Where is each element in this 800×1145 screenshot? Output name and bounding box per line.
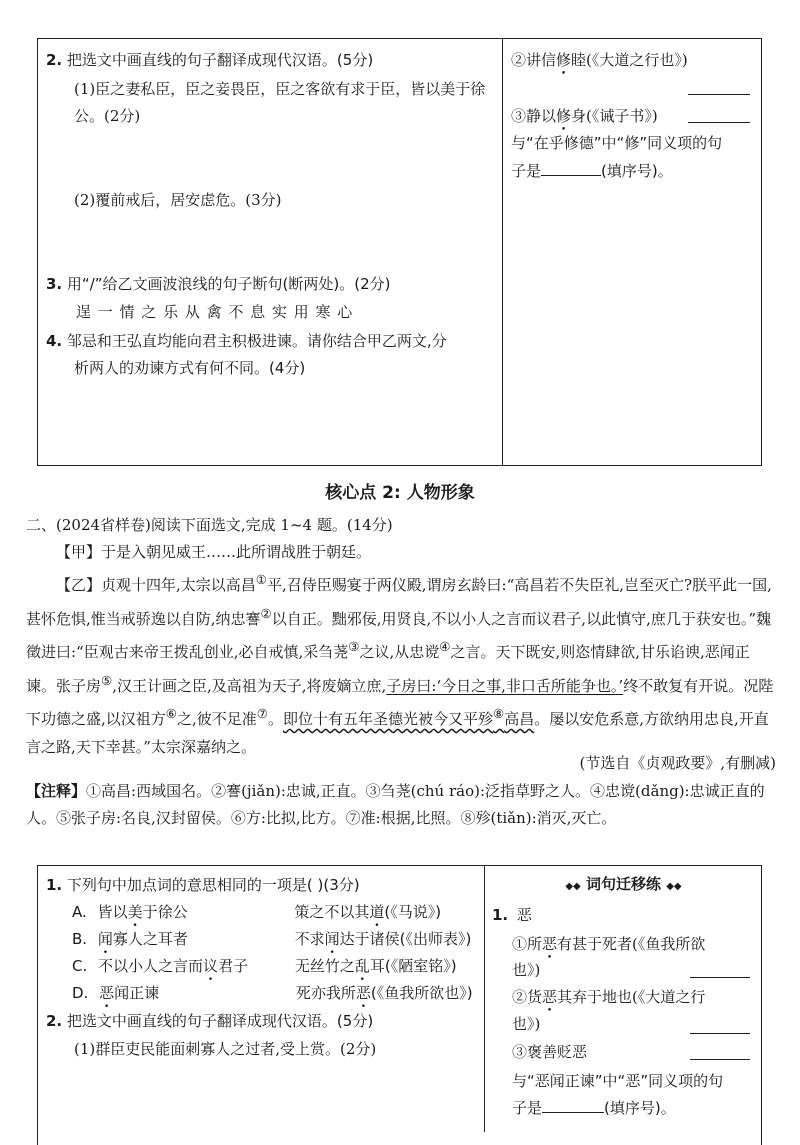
passage-source: (节选自《贞观政要》,有删减)	[579, 754, 776, 772]
option-b[interactable]: B. 闻寡人之耳者 不求闻达于诸侯(《出师表》)	[72, 930, 472, 948]
top-answer-blank[interactable]	[541, 161, 601, 176]
side-practice-title: ◆◆ 词句迁移练 ◆◆	[565, 875, 682, 893]
top-question-box	[37, 38, 762, 466]
top-side-item2: ②讲信修睦(《大道之行也》)	[511, 51, 688, 69]
bottom-q2: 2. 把选文中画直线的句子翻译成现代汉语。(5分)	[46, 1012, 374, 1030]
diamond-left-icon: ◆◆	[565, 881, 581, 892]
wavy-sentence: 即位十有五年圣德光被今又平殄⑧高昌	[283, 706, 535, 728]
side-item1-b: 也》)	[512, 961, 541, 979]
top-q2-sub1-line1: (1)臣之妻私臣，臣之妾畏臣，臣之客欲有求于臣，皆以美于徐	[74, 80, 486, 98]
bottom-box-divider	[484, 865, 485, 1132]
option-a[interactable]: A. 皆以美于徐公 策之不以其道(《马说》)	[72, 903, 442, 921]
top-q2-sub2: (2)覆前戒后，居安虑危。(3分)	[74, 191, 282, 209]
side-item2: ②货恶其弃于地也(《大道之行	[512, 988, 706, 1006]
side-blank-2	[690, 1032, 750, 1034]
passage-heading: 二、(2024省样卷)阅读下面选文,完成 1~4 题。(14分)	[26, 516, 393, 534]
top-q2: 2. 把选文中画直线的句子翻译成现代汉语。(5分)	[46, 51, 374, 69]
side-blank-3	[690, 1058, 750, 1060]
side-ask-line2: 子是 (填序号)。	[512, 1099, 676, 1117]
top-q2-sub1-line2: 公。(2分)	[74, 107, 141, 125]
top-side-blank-2	[688, 121, 750, 123]
bottom-q2-sub1: (1)群臣吏民能面刺寡人之过者,受上赏。(2分)	[74, 1040, 377, 1058]
option-d[interactable]: D. 恶闻正谏 死亦我所恶(《鱼我所欲也》)	[72, 984, 473, 1002]
top-q3-text: 逞 一 情 之 乐 从 禽 不 息 实 用 寒 心	[76, 303, 354, 321]
top-q3: 3. 用“/”给乙文画波浪线的句子断句(断两处)。(2分)	[46, 275, 391, 293]
top-side-ask-line1: 与“在乎修德”中“修”同义项的句	[511, 134, 723, 152]
underlined-sentence: 子房曰:‘今日之事,非口舌所能争也。’	[386, 676, 624, 695]
top-side-item3: ③静以修身(《诫子书》)	[511, 107, 658, 125]
top-side-blank-1	[688, 93, 750, 95]
bottom-q1: 1. 下列句中加点词的意思相同的一项是( )(3分)	[46, 876, 360, 894]
side-item2-b: 也》)	[512, 1015, 541, 1033]
side-item3: ③褒善贬恶	[512, 1043, 588, 1061]
side-ask-line1: 与“恶闻正谏”中“恶”同义项的句	[512, 1072, 724, 1090]
top-q4: 4. 邹忌和王弘直均能向君主积极进谏。请你结合甲乙两文,分	[46, 332, 447, 350]
side-word: 1. 恶	[492, 906, 532, 924]
section-title: 核心点 2: 人物形象	[325, 483, 475, 503]
top-q4-line2: 析两人的劝谏方式有何不同。(4分)	[74, 359, 306, 377]
diamond-right-icon: ◆◆	[666, 881, 682, 892]
passage-notes: 【注释】①高昌:西域国名。②謇(jiǎn):忠诚,正直。③刍荛(chú ráo):泛指草野之人。④忠谠(dǎng):忠诚正直的人。⑤张子房:名良,汉封留侯。⑥方:比拟,比方。⑦准:根据,比照。⑧殄(tiǎn):消灭,灭亡。	[26, 782, 765, 827]
side-blank-1	[690, 976, 750, 978]
bottom-answer-blank[interactable]	[542, 1098, 604, 1113]
passage-jia: 【甲】于是入朝见威王……此所谓战胜于朝廷。	[56, 543, 372, 561]
option-c[interactable]: C. 不以小人之言而议君子 无丝竹之乱耳(《陋室铭》)	[72, 957, 457, 975]
top-side-ask-line2: 子是 (填序号)。	[511, 162, 673, 180]
top-box-divider	[502, 38, 503, 466]
passage-yi: 【乙】贞观十四年,太宗以高昌①平,召侍臣赐宴于两仪殿,谓房玄龄曰:“高昌若不失臣礼,岂至灭亡?朕平此一国,甚怀危惧,惟当戒骄逸以自防,纳忠謇②以自正。黜邪佞,用贤良,不以小人之言而议君子,以此慎守,庶几于获安也。”魏徵进曰:“臣观古来帝王拨乱创业,必自戒慎,采刍荛③之议,从忠谠④之言。天下既安,则恣情肆欲,甘乐谄谀,恶闻正谏。张子房⑤,汉王计画之臣,及高祖为天子,将废嫡立庶,子房曰:‘今日之事,非口舌所能争也。’终不敢复有开说。况陛下功德之盛,以汉祖方⑥之,彼不足准⑦。即位十有五年圣德光被今又平殄⑧高昌。屡以安危系意,方欲纳用忠良,开直言之路,天下幸甚。”太宗深嘉纳之。	[26, 572, 774, 756]
side-item1: ①所恶有甚于死者(《鱼我所欲	[512, 935, 706, 953]
